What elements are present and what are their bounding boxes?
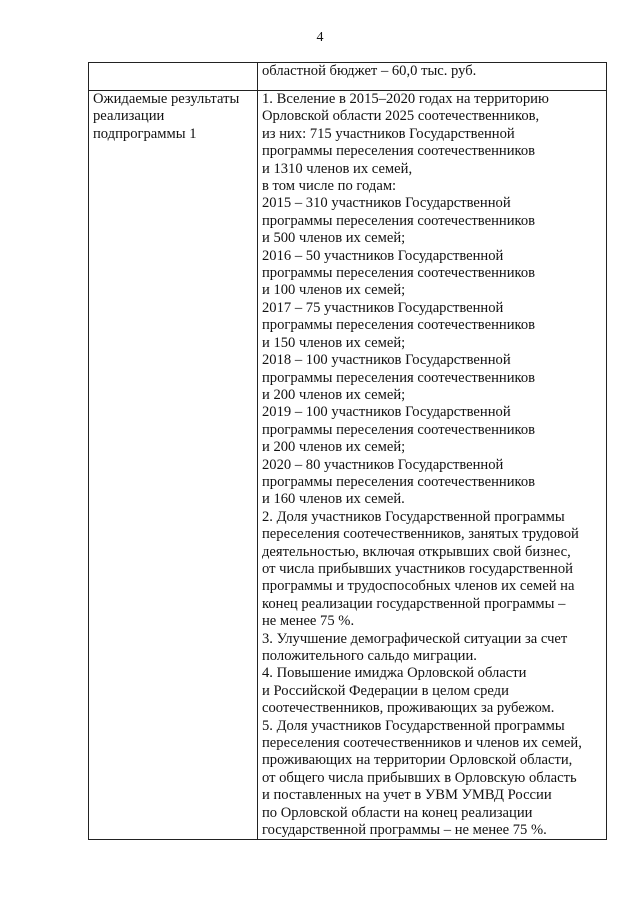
results-label-cell [89,91,258,840]
results-text-line: не менее 75 %. [262,613,355,630]
table-row-budget [89,63,607,91]
results-content-cell [258,91,607,840]
results-text-line: государственной программы – не менее 75 %. [262,822,547,839]
results-text-line: программы и трудоспособных членов их семей на [262,578,575,595]
results-text-line: переселения соотечественников, занятых трудовой [262,526,579,543]
results-text-line: Орловской области 2025 соотечественников, [262,108,540,125]
results-text-line: 4. Повышение имиджа Орловской области [262,665,527,682]
results-text-line: от общего числа прибывших в Орловскую область [262,769,577,786]
results-text-line: в том числе по годам: [262,178,397,195]
results-text-line: конец реализации государственной программы – [262,595,566,612]
results-text-line: 2017 – 75 участников Государственной [262,299,504,316]
results-text-line: переселения соотечественников и членов их семей, [262,735,582,752]
results-text-line: программы переселения соотечественников [262,317,536,334]
results-label-line: подпрограммы 1 [93,125,197,142]
page-number: 4 [316,30,324,45]
results-text-line: проживающих на территории Орловской области, [262,752,573,769]
results-text-line: 3. Улучшение демографической ситуации за счет [262,630,568,647]
results-text-line: и 1310 членов их семей, [262,160,413,177]
results-text-line: и Российской Федерации в целом среди [262,682,509,699]
table-row-results [89,91,607,840]
results-text-line: 2. Доля участников Государственной программы [262,508,565,525]
results-text-line: программы переселения соотечественников [262,265,536,282]
budget-value-cell: областной бюджет – 60,0 тыс. руб. [258,63,607,91]
results-text-line: программы переселения соотечественников [262,369,536,386]
results-text-line: положительного сальдо миграции. [262,648,477,664]
results-text-line: соотечественников, проживающих за рубежом. [262,700,555,717]
results-text-line: из них: 715 участников Государственной [262,125,515,142]
results-text-line: по Орловской области на конец реализации [262,804,533,821]
results-text-line: 2016 – 50 участников Государственной [262,247,504,264]
results-text-line: 5. Доля участников Государственной программы [262,717,565,734]
results-text-line: программы переселения соотечественников [262,212,536,229]
results-text-line: программы переселения соотечественников [262,473,536,490]
results-text-line: программы переселения соотечественников [262,421,536,438]
results-text-line: и 200 членов их семей; [262,386,406,403]
results-text-line: от числа прибывших участников государственной [262,560,573,577]
results-text-line: 2015 – 310 участников Государственной [262,195,511,212]
budget-label-cell [89,63,258,91]
results-label-line: реализации [93,108,165,125]
results-text-line: и 200 членов их семей; [262,439,406,456]
results-text-line: 1. Вселение в 2015–2020 годах на территорию [262,91,549,107]
results-text-line: 2018 – 100 участников Государственной [262,352,511,369]
results-text-line: и 500 членов их семей; [262,230,406,247]
results-text-line: деятельностью, включая открывших свой бизнес, [262,543,571,560]
results-text-line: 2019 – 100 участников Государственной [262,404,511,421]
results-text-line: и 160 членов их семей. [262,491,405,508]
results-text-line: и поставленных на учет в УВМ УМВД России [262,787,552,804]
results-text-line: и 150 членов их семей; [262,334,406,351]
results-text-line: программы переселения соотечественников [262,143,536,160]
results-text-line: и 100 членов их семей; [262,282,406,299]
results-label-line: Ожидаемые результаты [93,91,240,107]
results-text-line: 2020 – 80 участников Государственной [262,456,504,473]
document-table [88,62,607,840]
